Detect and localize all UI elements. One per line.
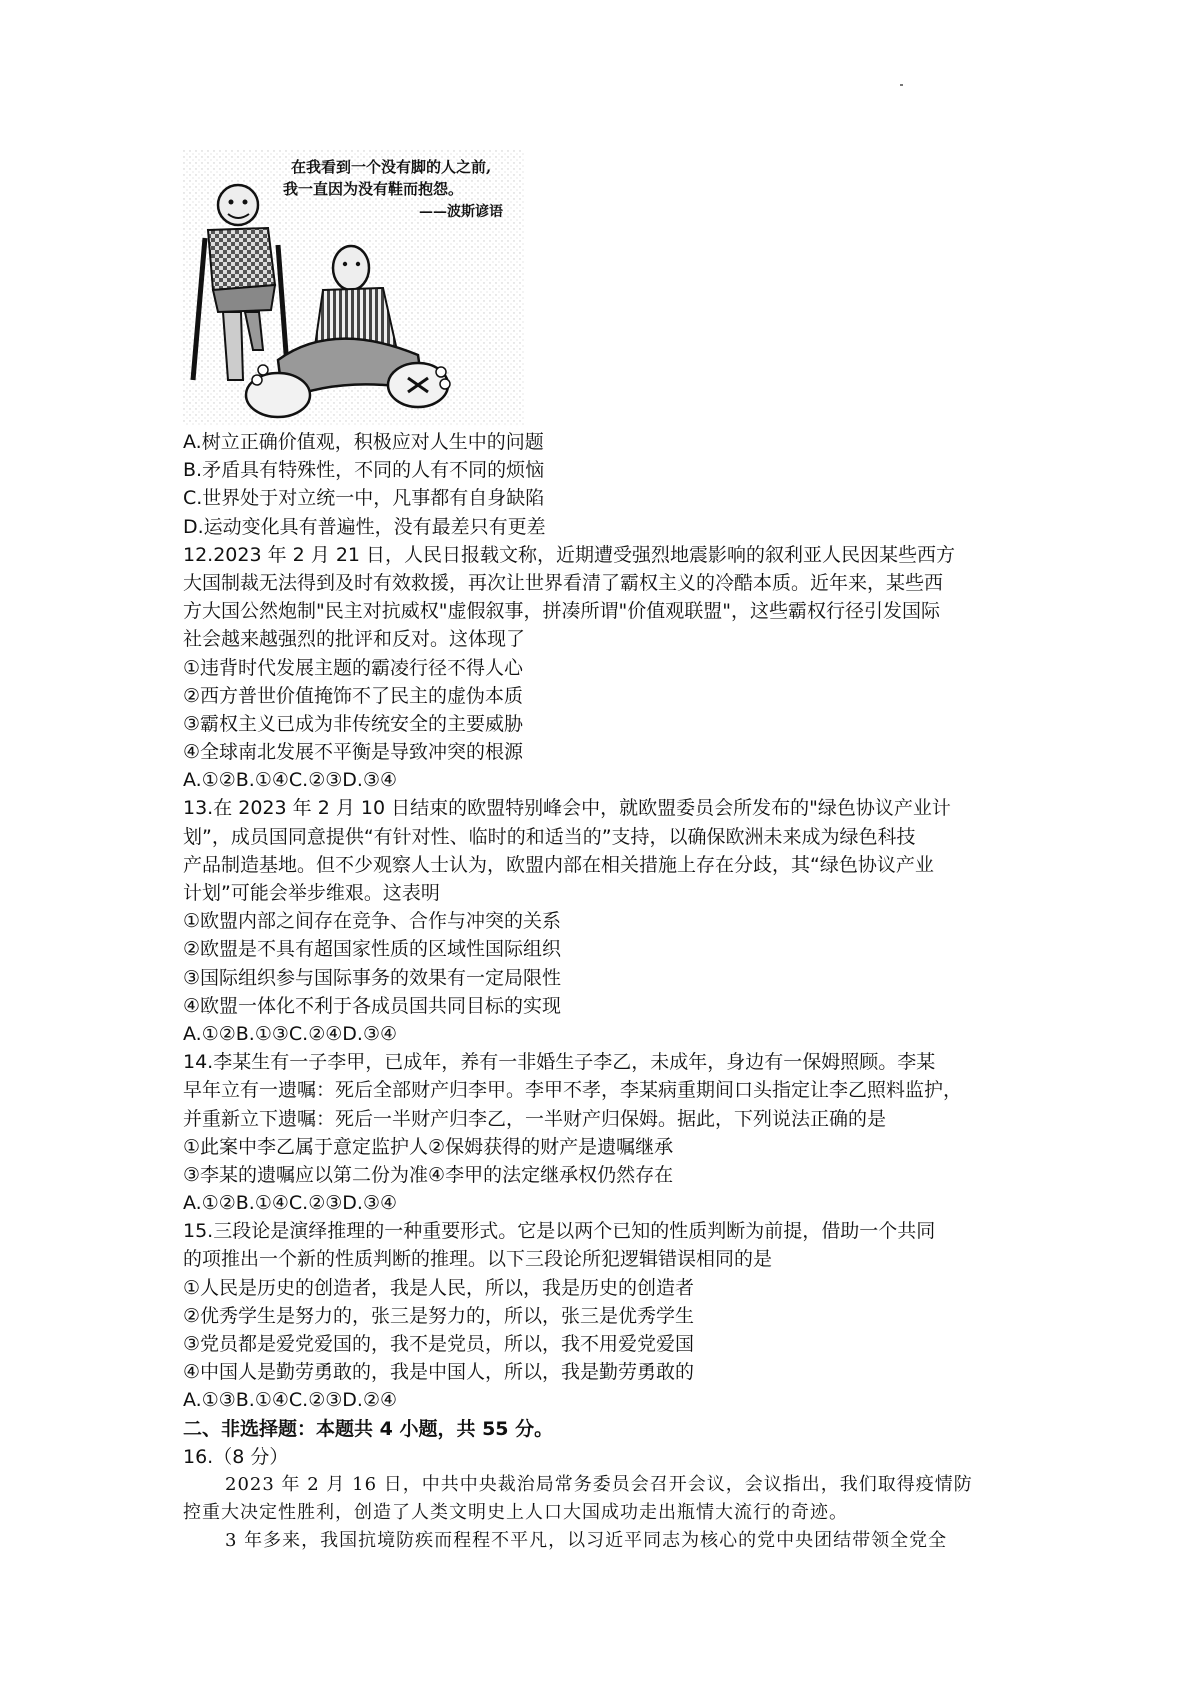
q15-statement: ②优秀学生是努力的，张三是努力的，所以，张三是优秀学生: [183, 1304, 695, 1327]
cartoon-illustration: [183, 150, 525, 425]
q11-option-b: B.矛盾具有特殊性，不同的人有不同的烦恼: [183, 459, 545, 482]
q16-paragraph: 3 年多来，我国抗境防疾而程程不平凡，以习近平同志为核心的党中央团结带领全党全: [225, 1530, 948, 1552]
cartoon-quote-line1: 在我看到一个没有脚的人之前,: [291, 158, 492, 176]
q16-paragraph: 2023 年 2 月 16 日，中共中央裁治局常务委员会召开会议，会议指出，我们取得疫情防: [225, 1473, 973, 1495]
q12-options: A.①②B.①④C.②③D.③④: [183, 769, 398, 792]
q11-option-a: A.树立正确价值观，积极应对人生中的问题: [183, 431, 544, 453]
q13-statement: ①欧盟内部之间存在竞争、合作与冲突的关系: [183, 910, 562, 933]
q12-statement: ②西方普世价值掩饰不了民主的虚伪本质: [183, 684, 524, 707]
q12-statement: ④全球南北发展不平衡是导致冲突的根源: [183, 741, 524, 764]
question-text-block: [183, 428, 1043, 1556]
q13-stem: 13.在 2023 年 2 月 10 日结束的欧盟特别峰会中，就欧盟委员会所发布的"绿色协议产业计: [183, 797, 951, 820]
scan-speck: [900, 84, 903, 86]
q13-stem: 产品制造基地。但不少观察人士认为，欧盟内部在相关措施上存在分歧，其“绿色协议产业: [183, 853, 934, 876]
q12-statement: ③霸权主义已成为非传统安全的主要威胁: [183, 712, 524, 735]
q15-statement: ①人民是历史的创造者，我是人民，所以，我是历史的创造者: [183, 1276, 695, 1299]
q12-stem: 方大国公然炮制"民主对抗威权"虚假叙事，拼凑所谓"价值观联盟"，这些霸权行径引发国际: [183, 600, 940, 623]
q11-option-d: D.运动变化具有普遍性，没有最差只有更差: [183, 515, 546, 538]
q14-stem: 14.李某生有一子李甲，已成年，养有一非婚生子李乙，未成年，身边有一保姆照顾。李某: [183, 1051, 936, 1074]
q15-stem: 15.三段论是演绎推理的一种重要形式。它是以两个已知的性质判断为前提，借助一个共同: [183, 1220, 936, 1243]
q14-statement: ①此案中李乙属于意定监护人②保姆获得的财产是遗嘱继承: [183, 1135, 674, 1158]
q13-stem: 计划”可能会举步维艰。这表明: [183, 882, 440, 904]
q15-statement: ③党员都是爱党爱国的，我不是党员，所以，我不用爱党爱国: [183, 1333, 695, 1355]
q14-statement: ③李某的遗嘱应以第二份为准④李甲的法定继承权仍然存在: [183, 1163, 674, 1186]
q15-statement: ④中国人是勤劳勇敢的，我是中国人，所以，我是勤劳勇敢的: [183, 1361, 695, 1384]
section-heading: 二、非选择题：本题共 4 小题，共 55 分。: [183, 1417, 554, 1440]
q13-statement: ④欧盟一体化不利于各成员国共同目标的实现: [183, 994, 562, 1017]
q13-statement: ②欧盟是不具有超国家性质的区域性国际组织: [183, 938, 562, 961]
q13-options: A.①②B.①③C.②④D.③④: [183, 1022, 398, 1045]
q14-options: A.①②B.①④C.②③D.③④: [183, 1192, 398, 1215]
q11-option-c: C.世界处于对立统一中，凡事都有自身缺陷: [183, 487, 545, 510]
q14-stem: 早年立有一遗嘱：死后全部财产归李甲。李甲不孝，李某病重期间口头指定让李乙照料监护，: [183, 1079, 963, 1102]
q12-stem: 12.2023 年 2 月 21 日，人民日报载文称，近期遭受强烈地震影响的叙利亚人民因某些西方: [183, 543, 956, 566]
q13-stem: 划”，成员国同意提供“有针对性、临时的和适当的”支持，以确保欧洲未来成为绿色科技: [183, 825, 916, 848]
q12-stem: 社会越来越强烈的批评和反对。这体现了: [183, 628, 526, 651]
q15-stem: 的项推出一个新的性质判断的推理。以下三段论所犯逻辑错误相同的是: [183, 1248, 773, 1271]
cartoon-quote-line2: 我一直因为没有鞋而抱怨。: [283, 180, 464, 198]
q16-heading: 16.（8 分）: [183, 1445, 289, 1468]
q15-options: A.①③B.①④C.②③D.②④: [183, 1389, 398, 1412]
q16-paragraph: 控重大决定性胜利，创造了人类文明史上人口大国成功走出瓶情大流行的奇迹。: [183, 1502, 848, 1524]
cartoon-quote-source: ——波斯谚语: [419, 204, 503, 220]
q14-stem: 并重新立下遗嘱：死后一半财产归李乙，一半财产归保姆。据此，下列说法正确的是: [183, 1107, 887, 1130]
q13-statement: ③国际组织参与国际事务的效果有一定局限性: [183, 966, 562, 989]
q12-statement: ①违背时代发展主题的霸凌行径不得人心: [183, 656, 524, 679]
q12-stem: 大国制裁无法得到及时有效救援，再次让世界看清了霸权主义的冷酷本质。近年来，某些西: [183, 571, 944, 594]
